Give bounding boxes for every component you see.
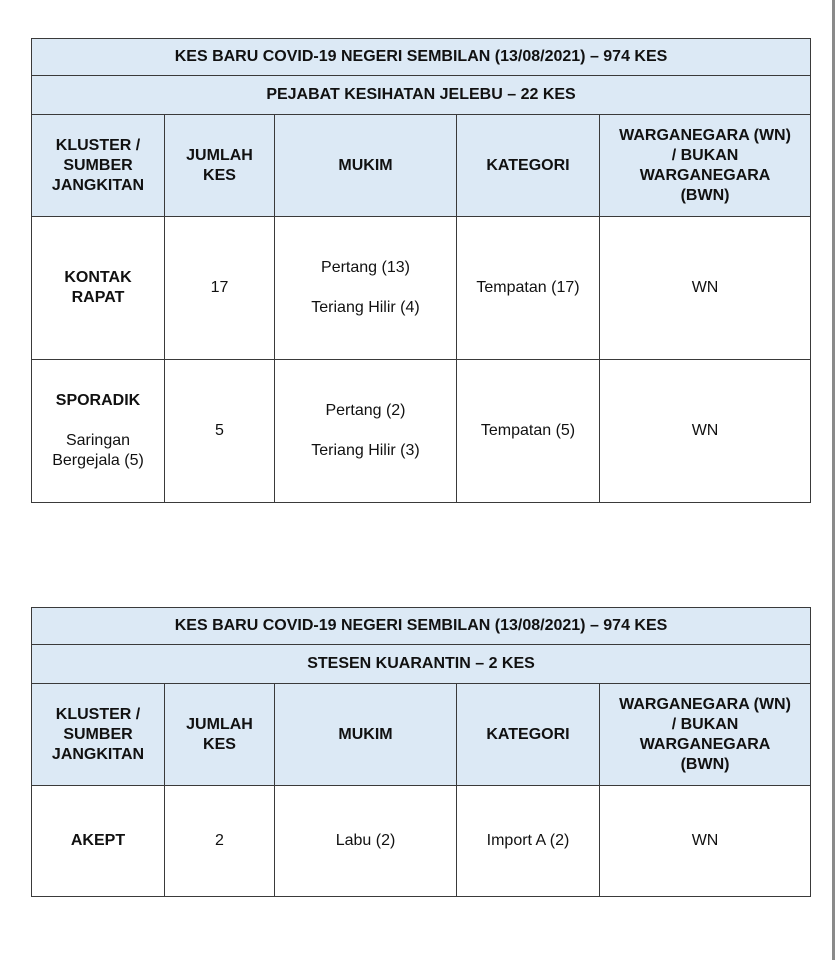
cell-jumlah: 2 [165, 786, 275, 897]
table-title: KES BARU COVID-19 NEGERI SEMBILAN (13/08/2021) – 974 KES [32, 608, 811, 645]
header-kluster: KLUSTER / SUMBER JANGKITAN [32, 684, 165, 786]
kuarantin-cases-table [31, 607, 811, 897]
header-warganegara: WARGANEGARA (WN) / BUKAN WARGANEGARA (BWN) [600, 684, 811, 786]
cell-warganegara: WN [600, 217, 811, 360]
cell-kluster: SPORADIK Saringan Bergejala (5) [32, 360, 165, 503]
table-row [32, 786, 811, 897]
cell-kategori: Tempatan (5) [457, 360, 600, 503]
header-kluster: KLUSTER / SUMBER JANGKITAN [32, 115, 165, 217]
header-mukim: MUKIM [275, 115, 457, 217]
table-title: KES BARU COVID-19 NEGERI SEMBILAN (13/08/2021) – 974 KES [32, 39, 811, 76]
header-jumlah: JUMLAH KES [165, 684, 275, 786]
cell-kategori: Import A (2) [457, 786, 600, 897]
header-kategori: KATEGORI [457, 115, 600, 217]
cell-jumlah: 17 [165, 217, 275, 360]
jelebu-cases-table [31, 38, 811, 503]
cell-mukim: Labu (2) [275, 786, 457, 897]
table-subtitle: PEJABAT KESIHATAN JELEBU – 22 KES [32, 76, 811, 115]
header-warganegara: WARGANEGARA (WN) / BUKAN WARGANEGARA (BWN) [600, 115, 811, 217]
header-kategori: KATEGORI [457, 684, 600, 786]
table-row [32, 360, 811, 503]
table-subtitle: STESEN KUARANTIN – 2 KES [32, 645, 811, 684]
cell-kluster: KONTAK RAPAT [32, 217, 165, 360]
header-mukim: MUKIM [275, 684, 457, 786]
cell-jumlah: 5 [165, 360, 275, 503]
cell-warganegara: WN [600, 360, 811, 503]
cell-kategori: Tempatan (17) [457, 217, 600, 360]
cell-warganegara: WN [600, 786, 811, 897]
header-jumlah: JUMLAH KES [165, 115, 275, 217]
cell-mukim: Pertang (2) Teriang Hilir (3) [275, 360, 457, 503]
table-row [32, 217, 811, 360]
cell-mukim: Pertang (13) Teriang Hilir (4) [275, 217, 457, 360]
cell-kluster: AKEPT [32, 786, 165, 897]
